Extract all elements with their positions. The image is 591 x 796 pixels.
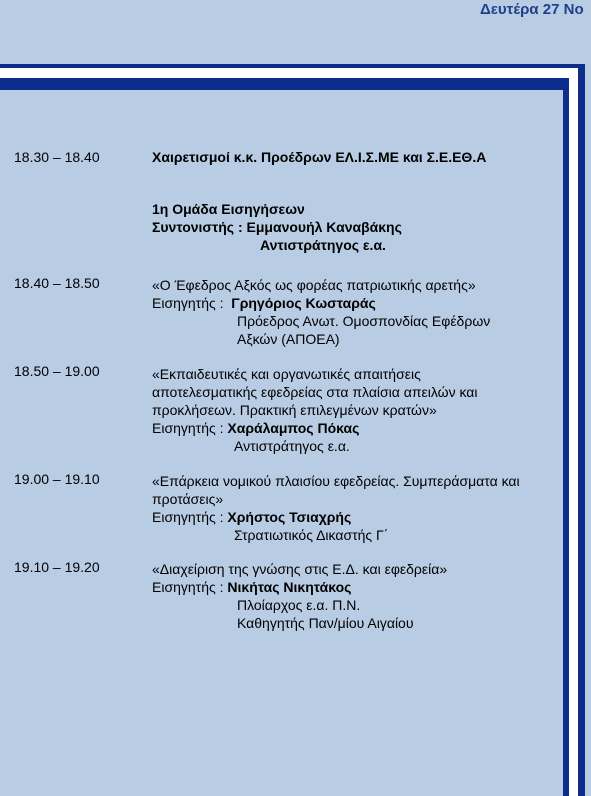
- session-time: 19.00 – 19.10: [14, 471, 100, 487]
- day-header: Δευτέρα 27 Νο: [480, 1, 584, 18]
- session-speaker: [152, 508, 351, 526]
- speaker-label: Εισηγητής :: [152, 509, 224, 525]
- speaker-role: Αντιστράτηγος ε.α.: [234, 438, 350, 454]
- group-title: 1η Ομάδα Εισηγήσεων: [152, 201, 305, 217]
- speaker-role: Πρόεδρος Ανωτ. Ομοσπονδίας Εφέδρων: [237, 313, 491, 329]
- session-speaker: [152, 419, 359, 437]
- speaker-role: Καθηγητής Παν/μίου Αιγαίου: [237, 615, 414, 631]
- welcome-time: 18.30 – 18.40: [14, 149, 100, 165]
- speaker-name: Νικήτας Νικητάκος: [227, 579, 352, 595]
- speaker-label: Εισηγητής :: [152, 420, 224, 436]
- speaker-name: Χρήστος Τσιαχρής: [227, 509, 352, 525]
- outer-frame-border: [0, 64, 585, 796]
- session-title: αποτελεσματικής εφεδρείας στα πλαίσια απειλών και: [152, 384, 478, 400]
- group-coordinator-rank: Αντιστράτηγος ε.α.: [260, 237, 386, 253]
- speaker-name: Γρηγόριος Κωσταράς: [231, 295, 376, 311]
- session-speaker: [152, 578, 351, 596]
- session-time: 19.10 – 19.20: [14, 559, 100, 575]
- session-title: προτάσεις»: [152, 491, 224, 507]
- inner-frame-border: [0, 78, 569, 796]
- speaker-label: Εισηγητής :: [152, 579, 224, 595]
- group-coordinator: Συντονιστής : Εμμανουήλ Καναβάκης: [152, 219, 402, 235]
- session-title: «Επάρκεια νομικού πλαισίου εφεδρείας. Συμπεράσματα και: [152, 473, 520, 489]
- speaker-role: Αξκών (ΑΠΟΕΑ): [237, 331, 340, 347]
- session-title: «Διαχείριση της γνώσης στις Ε.Δ. και εφεδρεία»: [152, 561, 448, 577]
- speaker-label: Εισηγητής :: [152, 295, 224, 311]
- welcome-text: Χαιρετισμοί κ.κ. Προέδρων ΕΛ.Ι.Σ.ΜΕ και Σ.Ε.ΕΘ.Α: [152, 149, 487, 165]
- session-time: 18.50 – 19.00: [14, 363, 100, 379]
- program-content: [0, 90, 563, 796]
- session-time: 18.40 – 18.50: [14, 275, 100, 291]
- session-title: προκλήσεων. Πρακτική επιλεγμένων κρατών»: [152, 402, 437, 418]
- session-speaker: [152, 294, 376, 312]
- speaker-role: Πλοίαρχος ε.α. Π.Ν.: [237, 597, 361, 613]
- speaker-role: Στρατιωτικός Δικαστής Γ΄: [234, 527, 389, 543]
- session-title: «Ο Έφεδρος Αξκός ως φορέας πατριωτικής αρετής»: [152, 277, 476, 293]
- session-title: «Εκπαιδευτικές και οργανωτικές απαιτήσεις: [152, 366, 421, 382]
- speaker-name: Χαράλαμπος Πόκας: [227, 420, 360, 436]
- frame-gap: [0, 68, 578, 796]
